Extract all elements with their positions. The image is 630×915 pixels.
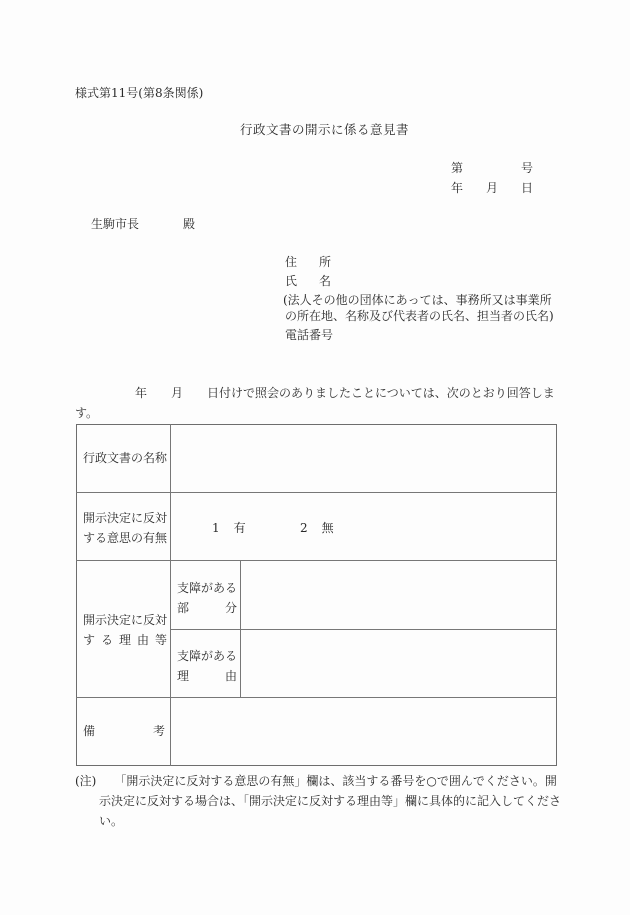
address-label: 住 所 [285, 255, 332, 269]
date-day: 日 [521, 181, 534, 195]
row-divider [76, 560, 557, 561]
intro-month: 月 [171, 386, 184, 400]
row-document-name-label: 行政文書の名称 [83, 451, 168, 465]
option-no-number: 2 [300, 521, 308, 535]
option-no-label: 無 [321, 521, 334, 535]
note-line2: 示決定に反対する場合は、「開示決定に反対する理由等」欄に具体的に記入してくださ [99, 794, 562, 808]
form-number: 様式第11号(第8条関係) [75, 86, 204, 100]
row-remarks-label: 備 考 [83, 724, 165, 738]
option-yes-number: 1 [212, 521, 220, 535]
intro-year: 年 [135, 386, 148, 400]
addressee-name: 生駒市長 [91, 217, 140, 231]
row-divider [170, 629, 557, 630]
doc-number-prefix: 第 [451, 161, 464, 175]
row-divider [76, 492, 557, 493]
intro-text: 日付けで照会のありましたことについては、次のとおり回答しま [207, 386, 555, 400]
row-intent-label: 開示決定に反対 する意思の有無 [83, 511, 168, 545]
row-divider [76, 697, 557, 698]
obstruction-part-field[interactable] [242, 562, 555, 628]
note-line1: 「開示決定に反対する意思の有無」欄は、該当する番号を○で囲んでください。開 [114, 774, 557, 788]
addressee-honorific: 殿 [183, 217, 196, 231]
option-yes-label: 有 [233, 521, 246, 535]
option-yes[interactable] [212, 518, 246, 538]
document-title: 行政文書の開示に係る意見書 [240, 122, 410, 137]
corporate-note-line1: (法人その他の団体にあっては、事務所又は事業所 [283, 293, 552, 307]
corporate-note-line2: の所在地、名称及び代表者の氏名、担当者の氏名) [285, 309, 554, 323]
note-line3: い。 [99, 814, 124, 828]
sub-row-part-label: 支障がある 部 分 [177, 581, 238, 615]
phone-label: 電話番号 [285, 328, 334, 342]
date-year: 年 [451, 181, 464, 195]
note-prefix: (注) [75, 774, 97, 788]
obstruction-reason-field[interactable] [242, 631, 555, 696]
intro-paragraph [75, 383, 557, 423]
document-name-field[interactable] [172, 426, 555, 490]
remarks-field[interactable] [172, 699, 555, 764]
option-no[interactable] [300, 518, 334, 538]
date-month: 月 [486, 181, 499, 195]
intro-text-line2: す。 [75, 406, 99, 420]
column-divider [170, 424, 171, 766]
footnote [75, 771, 560, 831]
sub-row-reason-label: 支障がある 理 由 [177, 649, 238, 683]
row-reason-label: 開示決定に反対 す る 理 由 等 [83, 613, 168, 647]
name-label: 氏 名 [285, 274, 332, 288]
column-divider [240, 560, 241, 697]
doc-number-suffix: 号 [521, 161, 534, 175]
